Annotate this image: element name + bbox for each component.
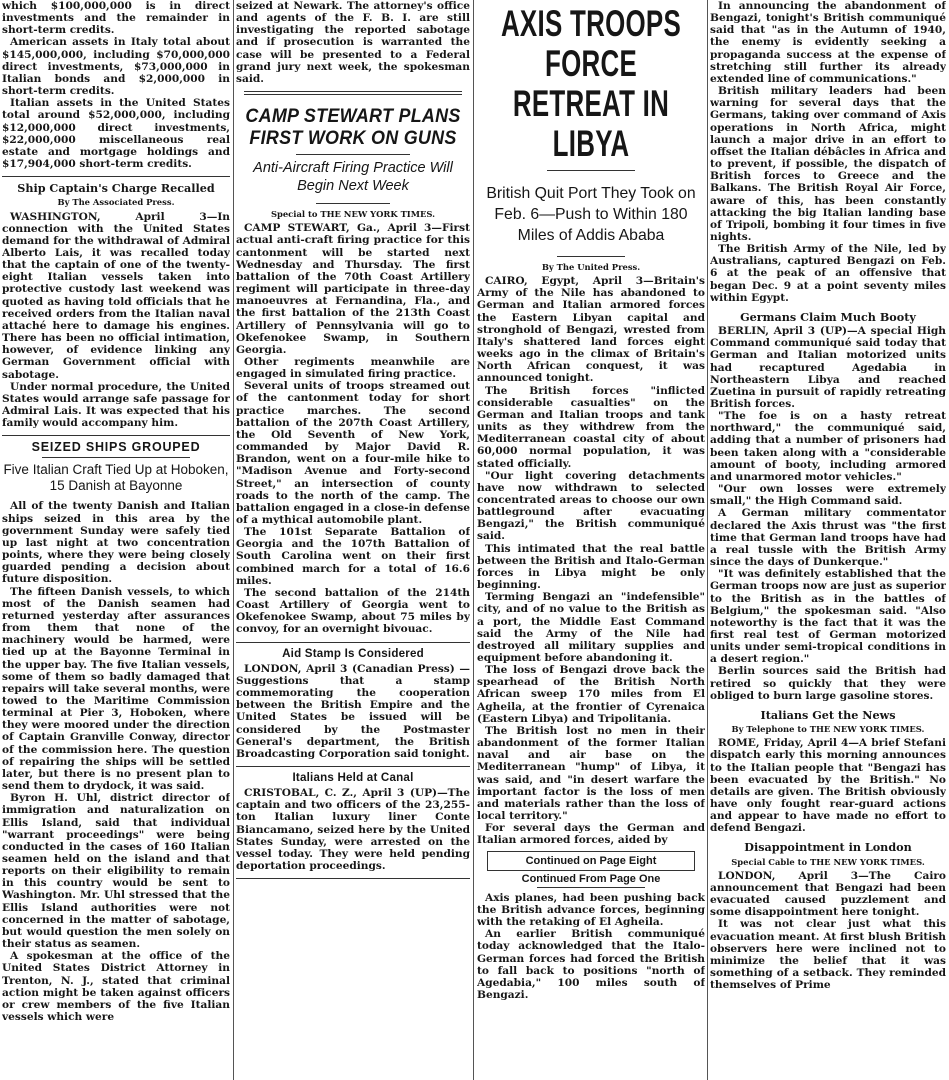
subhead-aid-stamp: Aid Stamp Is Considered [282, 646, 424, 660]
article-paragraph: American assets in Italy total about $145,000,000, including $70,000,000 direct investments, $73,000,000 in Italian bonds and $2,000,000 in short-term credits. [2, 36, 230, 98]
article-paragraph: The second battalion of the 214th Coast Artillery of Georgia went to Okefenokee Swamp, about 75 miles by convoy, for an overnight bivouac. [236, 586, 470, 636]
article-paragraph: which $100,000,000 is in direct investments and the remainder in short-term credits. [2, 0, 230, 37]
divider [2, 176, 230, 177]
article-paragraph: The 101st Separate Battalion of Georgia and the 107th Battalion of South Carolina went on their first combined march for a total of 16.6 miles. [236, 526, 470, 587]
byline: By The United Press. [541, 262, 641, 272]
divider [244, 91, 462, 95]
divider [557, 256, 625, 257]
column-1 [2, 0, 230, 1080]
divider [42, 457, 190, 458]
article-paragraph: LONDON, April 3 (Canadian Press) — Suggestions that a stamp commemorating the cooperation between the British Empire and the United States be issued will be considered by the Postmaster General's department, the British Broadcasting Corporation said tonight. [236, 662, 470, 760]
article-paragraph: Several units of troops streamed out of the cantonment today for short practice marches. The second battalion of the 207th Coast Artillery, the Old Seventh of New York, commanded by Major David R. Brandon, went on a four-mile hike to "Madison Avenue and Forty-second Street," an intersection of county roads to the north of the camp. The battalion engaged in a close-in defense of a mythical automobile plant. [236, 380, 470, 526]
article-paragraph: The loss of Bengazi drove back the spearhead of the British North African sweep 170 miles from El Agheila, at the frontier of Cyrenaica (Eastern Libya) and Tripolitania. [477, 664, 705, 725]
continued-from-label: Continued From Page One [521, 872, 661, 885]
article-paragraph: "The foe is on a hasty retreat northward," the communiqué said, adding that a number of prisoners had been taken along with a "considerable amount of booty, including armored and unarmored motor vehicles." [710, 410, 946, 483]
article-paragraph: ROME, Friday, April 4—A brief Stefani dispatch early this morning announces to the Italian people that "Bengazi has been evacuated by the British." No details are given. The British obviously have only fought rear-guard actions and appear to have made no effort to defend Bengazi. [710, 737, 946, 835]
article-paragraph: CRISTOBAL, C. Z., April 3 (UP)—The captain and two officers of the 23,255-ton Italian luxury liner Conte Biancamano, seized here by the United States Sunday, were arrested on the vessel today. They were held pending deportation proceedings. [236, 787, 470, 873]
article-paragraph: A spokesman at the office of the United States District Attorney in Trenton, N. J., stated that criminal action might be taken against officers or crew members of the five Italian vessels which were [2, 950, 230, 1024]
column-rule [707, 0, 708, 1080]
byline: Special Cable to THE NEW YORK TIMES. [731, 856, 925, 867]
subhead-disappointment-london: Disappointment in London [744, 840, 912, 855]
byline: Special to THE NEW YORK TIMES. [270, 209, 436, 220]
article-paragraph: Other regiments meanwhile are engaged in simulated firing practice. [236, 355, 470, 381]
article-paragraph: The fifteen Danish vessels, to which most of the Danish seamen had returned yesterday after assurances from them that none of the machinery would be harmed, were tied up at the Bayonne Terminal in the upper bay. The five Italian vessels, some of them so badly damaged that repairs will take several months, were towed to the Maritime Commission terminal at Pier 3, Hoboken, where they were moored under the direction of Captain Granville Conway, director of the commission here. The question of repairing the ships will be settled later, but there is no present plan to send them to drydock, it was said. [2, 585, 230, 793]
article-paragraph: All of the twenty Danish and Italian ships seized in this area by the government Sunday were safely tied up last night at two concentration points, where they were being closely guarded pending a decision about future disposition. [2, 500, 230, 586]
column-rule [473, 0, 474, 1080]
byline: By Telephone to THE NEW YORK TIMES. [731, 724, 925, 735]
article-paragraph: For several days the German and Italian armored forces, aided by [477, 822, 705, 847]
article-paragraph: "It was definitely established that the German troops now are just as superior to the British as in the battles of Belgium," the spokesman said. "Also noteworthy is the fact that it was the first real test of German motorized units under semi-tropical conditions in a desert region." [710, 568, 946, 666]
headline-camp-stewart: CAMP STEWART PLANS FIRST WORK ON GUNS [245, 105, 461, 150]
divider [236, 878, 470, 879]
deck-seized-ships: Five Italian Craft Tied Up at Hoboken, 15 Danish at Bayonne [3, 462, 229, 494]
article-paragraph: Terming Bengazi an "indefensible" city, and of no value to the British as a port, the Middle East Command said the Army of the Nile had destroyed all military supplies and equipment before abandoning it. [477, 591, 705, 664]
subhead-germans-claim: Germans Claim Much Booty [740, 309, 916, 324]
continued-on-box [487, 851, 695, 871]
article-paragraph: CAIRO, Egypt, April 3—Britain's Army of the Nile has abandoned to German and Italian armored forces the Eastern Libyan capital and stronghold of Bengazi, wrested from Italy's shattered land forces eight weeks ago in the climax of Britain's North African conquest, it was announced tonight. [477, 275, 705, 385]
article-paragraph: Axis planes, had been pushing back the British advance forces, beginning with the retaking of El Agheila. [477, 891, 705, 929]
article-paragraph: British military leaders had been warning for several days that the Germans, taking over command of Axis operations in North Africa, might launch a major drive in an effort to offset the Italian débâcles in Africa and to prevent, if possible, the dispatch of British forces to Greece and the Balkans. The British Royal Air Force, aware of this, has been constantly attacking the big Italian landing base of Tripoli, bombing it four times in five nights. [710, 85, 946, 243]
article-paragraph: Under normal procedure, the United States would arrange safe passage for Admiral Lais. It was expected that his family would accompany him. [2, 380, 230, 430]
article-paragraph: "Our own losses were extremely small," the High Command said. [710, 483, 946, 508]
main-deck: British Quit Port They Took on Feb. 6—Push to Within 180 Miles of Addis Ababa [486, 185, 696, 244]
article-paragraph: In announcing the abandonment of Bengazi, tonight's British communiqué said that "as in the Autumn of 1940, the enemy is evidently seeking a propaganda success at the expense of stretching still further its already extended line of communications." [710, 0, 946, 85]
byline: By The Associated Press. [57, 197, 175, 208]
article-paragraph: WASHINGTON, April 3—In connection with the United States demand for the withdrawal of Admiral Alberto Lais, it was recalled today that the captain of one of the twenty-eight Italian vessels taken into protective custody last weekend was quoted as having told officials that he received orders from the Italian naval attaché here to damage his engines. There has been no official intimation, however, of evidence linking any German Government official with sabotage. [2, 210, 230, 381]
article-paragraph: The British forces "inflicted considerable casualties" on the German and Italian troops and tank units as they withdrew from the Mediterranean coastal city of about 60,000 normal population, it was stated officially. [477, 384, 705, 470]
article-paragraph: Italian assets in the United States total around $52,000,000, including $12,000,000 direct investments, $22,000,000 miscellaneous real estate and mortgage holdings and $17,904,000 short-term credits. [2, 97, 230, 171]
divider [296, 154, 410, 155]
divider [316, 203, 390, 204]
article-paragraph: This intimated that the real battle between the British and Italo-German forces in Libya might be only beginning. [477, 542, 705, 592]
divider [236, 766, 470, 767]
divider [2, 435, 230, 436]
article-paragraph: seized at Newark. The attorney's office and agents of the F. B. I. are still investigating the reported sabotage and if prosecution is warranted the case will be presented to a Federal grand jury next week, the spokesman said. [236, 0, 470, 85]
subhead-ship-captain: Ship Captain's Charge Recalled [17, 181, 215, 196]
headline-seized-ships: SEIZED SHIPS GROUPED [31, 440, 201, 455]
deck-camp-stewart: Anti-Aircraft Firing Practice Will Begin Next Week [253, 160, 453, 195]
article-paragraph: The British lost no men in their abandonment of the former Italian naval and air base on the Mediterranean "hump" of Libya, it was said, and "in desert warfare the important factor is the loss of men and materials rather than the loss of local territory." [477, 724, 705, 823]
column-3 [477, 0, 705, 1080]
subhead-italians-held: Italians Held at Canal [292, 770, 414, 784]
article-paragraph: Berlin sources said the British had retired so quickly that they were obliged to burn large gasoline stores. [710, 665, 946, 702]
article-paragraph: Byron H. Uhl, district director of immigration and naturalization on Ellis Island, said that individual "warrant proceedings" were being conducted in the cases of 160 Italian seamen held on the island and that reports on their eligibility to remain in this country would be sent to Washington. Mr. Uhl stressed that the Ellis Island authorities were not concerned in the matter of sabotage, but would question the men solely on their status as seamen. [2, 792, 230, 951]
article-paragraph: BERLIN, April 3 (UP)—A special High Command communiqué said today that German and Italian motorized units had recaptured Agedabia in Northeastern Libya and reached Zuetina in pursuit of rapidly retreating British forces. [710, 325, 946, 410]
divider [236, 642, 470, 643]
article-paragraph: LONDON, April 3—The Cairo announcement that Bengazi had been evacuated caused puzzlement and some disappointment here tonight. [710, 869, 946, 919]
article-paragraph: The British Army of the Nile, led by Australians, captured Bengazi on Feb. 6 at the peak of an offensive that began Dec. 9 at a point seventy miles within Egypt. [710, 243, 946, 304]
continued-on-label: Continued on Page Eight [525, 854, 657, 867]
divider [537, 887, 645, 888]
article-paragraph: It was not clear just what this evacuation meant. At first blush British observers here were inclined not to minimize the belief that it was something of a setback. They reminded themselves of Prime [710, 918, 946, 992]
main-headline: AXIS TROOPS FORCE RETREAT IN LIBYA [500, 3, 682, 164]
article-paragraph: CAMP STEWART, Ga., April 3—First actual anti-craft firing practice for this cantonment will be started next Wednesday and Thursday. The first battalion of the 70th Coast Artillery regiment will participate in three-day manoeuvres at Fernandina, Fla., and the first battalion of the 213th Coast Artillery of Pennsylvania will go to Okefenokee Swamp, in Southern Georgia. [236, 222, 470, 356]
article-paragraph: "Our light covering detachments have now withdrawn to selected concentrated areas to choose our own battleground after evacuating Bengazi," the British communiqué said. [477, 469, 705, 543]
article-paragraph: An earlier British communiqué today acknowledged that the Italo-German forces had forced the British to fall back to positions "north of Agedabia," 100 miles south of Bengazi. [477, 928, 705, 1002]
article-paragraph: A German military commentator declared the Axis thrust was "the first time that German land troops have had a real tussle with the British Army since the days of Dunkerque." [710, 507, 946, 569]
column-4 [710, 0, 946, 1080]
column-rule [233, 0, 234, 1080]
column-2 [236, 0, 470, 1080]
subhead-italians-get-news: Italians Get the News [760, 707, 896, 722]
divider [547, 170, 635, 171]
